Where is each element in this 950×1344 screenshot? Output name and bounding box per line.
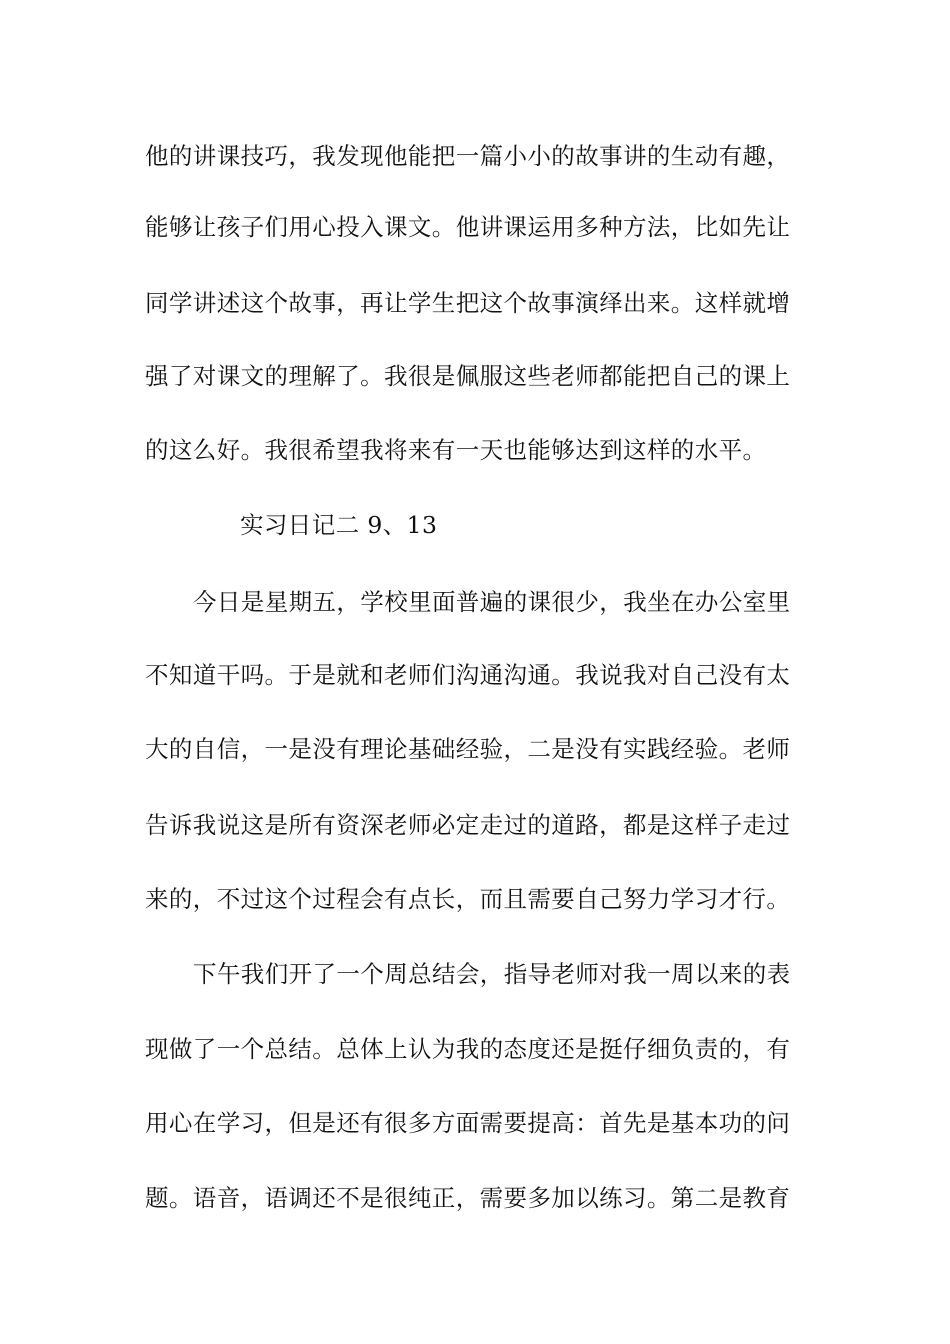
paragraph-line: 的这么好。我很希望我将来有一天也能够达到这样的水平。 bbox=[145, 436, 767, 464]
paragraph-line: 用心在学习，但是还有很多方面需要提高：首先是基本功的问 bbox=[145, 1109, 791, 1137]
paragraph-line: 今日是星期五，学校里面普遍的课很少，我坐在办公室里 bbox=[193, 588, 791, 616]
paragraph-line: 同学讲述这个故事，再让学生把这个故事演绎出来。这样就增 bbox=[145, 289, 791, 317]
paragraph-line: 现做了一个总结。总体上认为我的态度还是挺仔细负责的，有 bbox=[145, 1035, 791, 1063]
paragraph-line: 下午我们开了一个周总结会，指导老师对我一周以来的表 bbox=[193, 960, 791, 988]
paragraph-line: 能够让孩子们用心投入课文。他讲课运用多种方法，比如先让 bbox=[145, 213, 791, 241]
paragraph-line: 他的讲课技巧，我发现他能把一篇小小的故事讲的生动有趣， bbox=[145, 142, 791, 170]
diary-heading: 实习日记二 9、13 bbox=[240, 511, 438, 539]
paragraph-line: 告诉我说这是所有资深老师必定走过的道路，都是这样子走过 bbox=[145, 811, 791, 839]
paragraph-line: 来的，不过这个过程会有点长，而且需要自己努力学习才行。 bbox=[145, 885, 791, 913]
paragraph-line: 大的自信，一是没有理论基础经验，二是没有实践经验。老师 bbox=[145, 735, 791, 763]
paragraph-line: 题。语音，语调还不是很纯正，需要多加以练习。第二是教育 bbox=[145, 1184, 791, 1212]
paragraph-line: 不知道干吗。于是就和老师们沟通沟通。我说我对自己没有太 bbox=[145, 661, 791, 689]
paragraph-line: 强了对课文的理解了。我很是佩服这些老师都能把自己的课上 bbox=[145, 362, 791, 390]
